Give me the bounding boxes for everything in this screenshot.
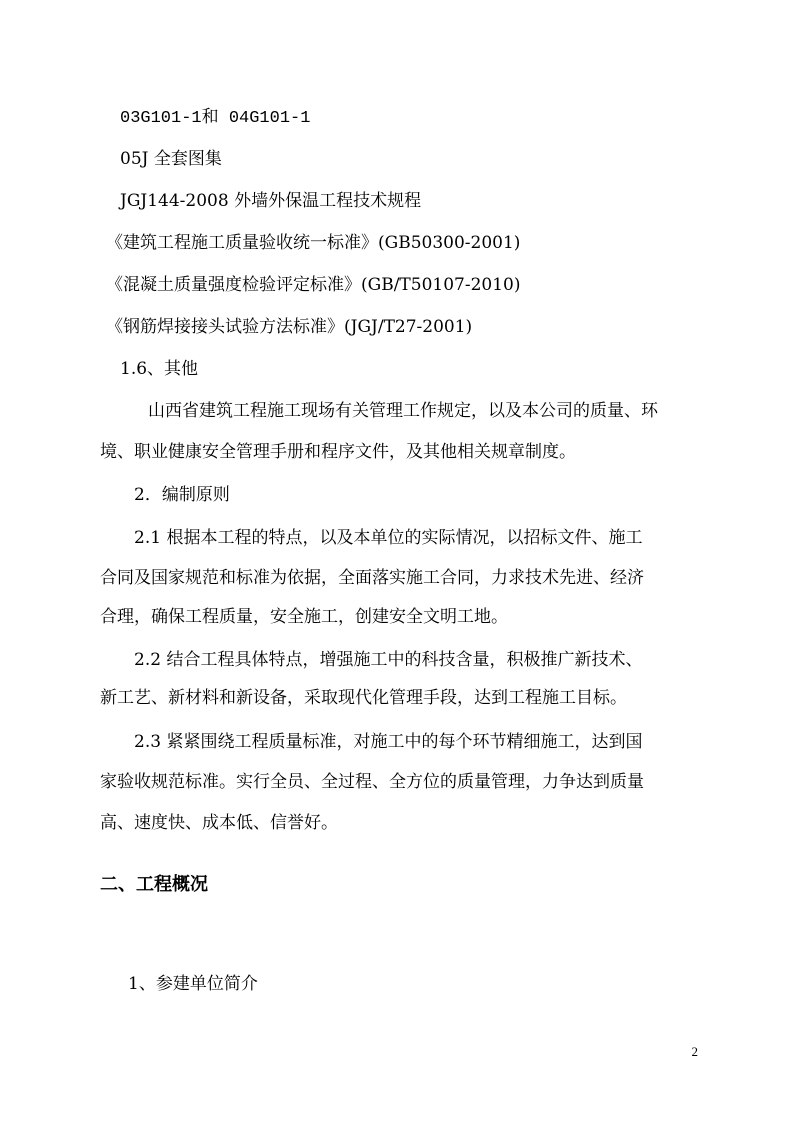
section-1-6-heading: 1.6、其他 [120,359,199,379]
para-2-1-line-2: 合同及国家规范和标准为依据，全面落实施工合同，力求技术先进、经济 [100,568,644,588]
page-number: 2 [691,1044,698,1059]
ref-line-6: 《钢筋焊接接头试验方法标准》(JGJ/T27-2001) [106,317,473,337]
para-2-2-line-1: 2.2 结合工程具体特点，增强施工中的科技含量，积极推广新技术、 [134,650,643,670]
ref-line-5: 《混凝土质量强度检验评定标准》(GB/T50107-2010) [106,275,521,295]
ref-line-3: JGJ144-2008 外墙外保温工程技术规程 [120,191,422,211]
para-2-3-line-1: 2.3 紧紧围绕工程质量标准，对施工中的每个环节精细施工，达到国 [134,732,643,752]
para-2-1-line-3: 合理，确保工程质量，安全施工，创建安全文明工地。 [100,607,508,627]
ref-line-4: 《建筑工程施工质量验收统一标准》(GB50300-2001) [106,233,521,253]
para-2-3-line-2: 家验收规范标准。实行全员、全过程、全方位的质量管理，力争达到质量 [100,772,644,792]
section-2-heading: 2．编制原则 [134,485,230,505]
para-2-1-line-1: 2.1 根据本工程的特点，以及本单位的实际情况，以招标文件、施工 [134,528,643,548]
section-1-6-text-line-1: 山西省建筑工程施工现场有关管理工作规定，以及本公司的质量、环 [148,401,658,421]
chapter-2-subheading: 1、参建单位简介 [128,974,258,994]
chapter-2-heading: 二、工程概况 [100,874,208,895]
ref-line-1: 03G101-1和 04G101-1 [120,109,311,128]
para-2-3-line-3: 高、速度快、成本低、信誉好。 [100,813,338,833]
para-2-2-line-2: 新工艺、新材料和新设备，采取现代化管理手段，达到工程施工目标。 [100,688,627,708]
section-1-6-text-line-2: 境、职业健康安全管理手册和程序文件，及其他相关规章制度。 [100,442,576,462]
ref-line-2: 05J 全套图集 [120,149,222,169]
